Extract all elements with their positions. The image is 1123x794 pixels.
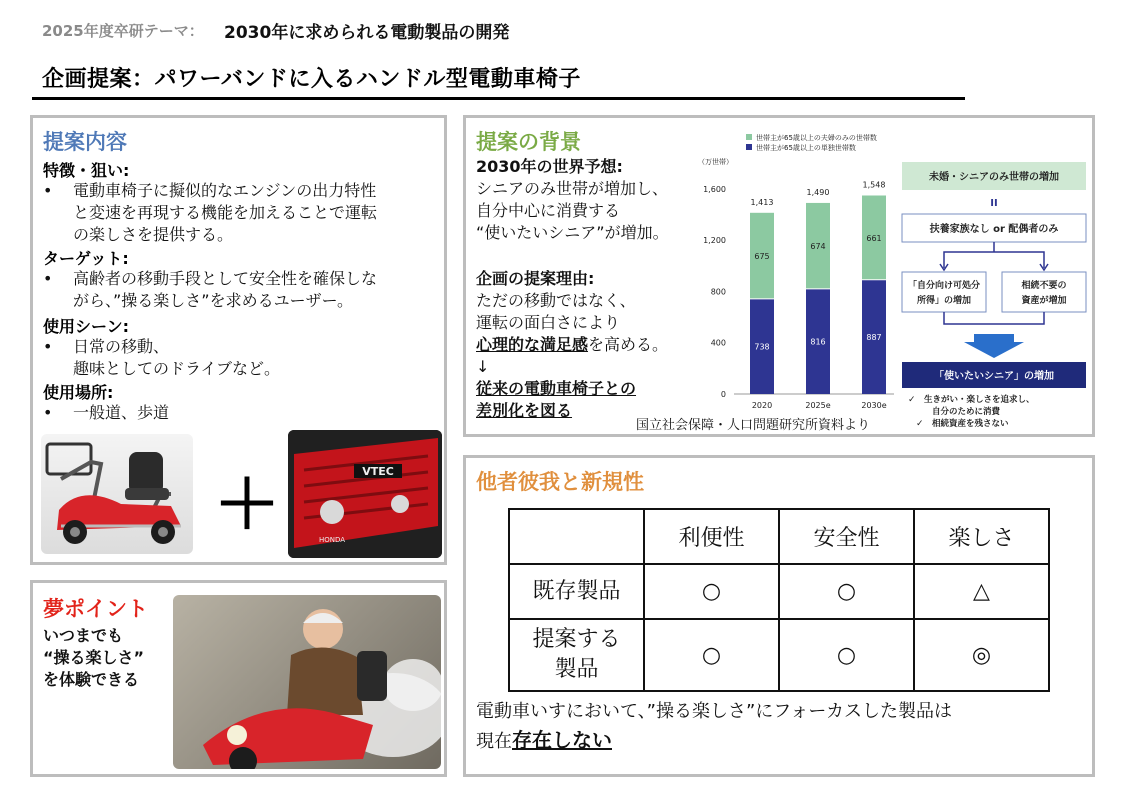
- x-tick-label: 2030e: [861, 401, 887, 410]
- down-arrow: ↓: [476, 357, 490, 376]
- table-cell: ○: [644, 619, 779, 691]
- background-panel: [463, 115, 1095, 437]
- proposal-panel: [30, 115, 447, 565]
- flow-result-text: 「使いたいシニア」の増加: [934, 371, 1054, 382]
- flow-down-arrow: [964, 334, 1024, 358]
- reason-line: 運転の面白さにより: [476, 313, 621, 332]
- flow-check-line: 自分のために消費: [932, 407, 1001, 417]
- dream-line: いつまでも: [43, 626, 124, 645]
- senior-driver-photo: [173, 595, 441, 769]
- feature-label: 特徴・狙い:: [43, 161, 130, 180]
- table-column-header: 利便性: [644, 509, 779, 564]
- table-header-row: [509, 509, 1049, 564]
- flow-check-mark: ✓: [916, 419, 924, 428]
- bar-total-label: 1,548: [862, 180, 886, 190]
- feature-line: と変速を再現する機能を加えることで運転: [73, 203, 378, 222]
- flow-left-line: 「自分向け可処分: [907, 281, 981, 291]
- header-label: 2025年度卒研テーマ：: [42, 22, 204, 40]
- conclusion-prefix: 現在: [476, 731, 512, 752]
- flow-check-mark: ✓: [908, 395, 916, 405]
- unit-label: （万世帯）: [698, 158, 733, 166]
- row-header-line: 製品: [554, 657, 599, 682]
- scooter-photo: [41, 434, 193, 554]
- place-bullet: [43, 402, 443, 424]
- source-note: 国立社会保障・人口問題研究所資料より: [636, 418, 871, 433]
- scene-bullet: [43, 336, 443, 380]
- reason-emphasis: 心理的な満足感: [476, 335, 589, 354]
- reason-line: ただの移動ではなく、: [476, 291, 636, 310]
- table-corner-cell: [509, 509, 644, 564]
- dream-line: を体験できる: [43, 670, 140, 689]
- engine-brand: HONDA: [318, 536, 346, 544]
- target-bullet: [43, 268, 443, 312]
- y-tick-label: 0: [720, 390, 726, 399]
- household-chart: [698, 128, 898, 418]
- engine-photo: [288, 430, 442, 558]
- flow-check-line: 相続資産を残さない: [932, 419, 1009, 428]
- forecast-line: 自分中心に消費する: [476, 201, 621, 220]
- table-row: [509, 564, 1049, 619]
- place-label: 使用場所:: [43, 383, 114, 402]
- comparison-table: [508, 508, 1050, 692]
- bar-value-label: 675: [754, 252, 770, 262]
- row-header-line: 提案する: [532, 627, 621, 652]
- table-cell: ◎: [914, 619, 1049, 691]
- table-column-header: 安全性: [779, 509, 914, 564]
- y-tick-label: 800: [710, 287, 726, 297]
- y-tick-label: 1,600: [703, 184, 726, 194]
- target-line: 高齢者の移動手段として安全性を確保しな: [73, 269, 378, 288]
- bullet-dot: •: [43, 403, 53, 422]
- conclusion-line: 差別化を図る: [476, 401, 573, 420]
- novelty-heading: 他者彼我と新規性: [476, 470, 644, 494]
- bar-value-label: 816: [810, 337, 826, 347]
- flow-diagram: [896, 158, 1092, 428]
- flow-left-line: 所得」の増加: [916, 296, 972, 306]
- bar-value-label: 661: [866, 233, 882, 243]
- bullet-dot: •: [43, 181, 53, 200]
- dream-line: “操る楽しさ”: [43, 648, 145, 667]
- y-tick-label: 400: [710, 338, 726, 348]
- flow-check-line: 生きがい・楽しさを追求し、: [924, 395, 1035, 405]
- reason-emphasis-tail: を高める。: [588, 335, 669, 354]
- conclusion-line: 従来の電動車椅子との: [476, 379, 637, 398]
- plus-symbol: ＋: [214, 466, 280, 543]
- bar-total-label: 1,413: [750, 197, 774, 207]
- flow-top-text: 未婚・シニアのみ世帯の増加: [929, 172, 1059, 183]
- bullet-dot: •: [43, 269, 53, 288]
- legend-label: 世帯主が65歳以上の夫婦のみの世帯数: [756, 134, 877, 142]
- table-cell: △: [914, 564, 1049, 619]
- flow-right-line: 相続不要の: [1021, 281, 1067, 291]
- forecast-line: “使いたいシニア”が増加。: [476, 223, 669, 242]
- background-heading: 提案の背景: [476, 130, 581, 154]
- flow-join-line: [944, 312, 1044, 324]
- y-tick-label: 1,200: [703, 236, 726, 246]
- novelty-panel: [463, 455, 1095, 777]
- forecast-line: シニアのみ世帯が増加し、: [476, 179, 669, 198]
- place-line: 一般道、歩道: [73, 403, 170, 422]
- table-row-header: 既存製品: [509, 564, 644, 619]
- flow-right-box: [1002, 272, 1086, 312]
- table-cell: ○: [779, 564, 914, 619]
- flow-left-box: [902, 272, 986, 312]
- bar-value-label: 674: [810, 242, 826, 252]
- forecast-label: 2030年の世界予想:: [476, 157, 623, 176]
- table-cell: ○: [644, 564, 779, 619]
- novelty-conclusion: [476, 698, 952, 756]
- legend-swatch: [746, 134, 752, 140]
- scene-line: 趣味としてのドライブなど。: [73, 359, 281, 378]
- flow-middle-text: 扶養家族なし or 配偶者のみ: [929, 224, 1059, 235]
- conclusion-line: 電動車いすにおいて、”操る楽しさ”にフォーカスした製品は: [476, 701, 953, 722]
- forecast-block: [476, 156, 701, 244]
- table-row: [509, 619, 1049, 691]
- feature-line: 電動車椅子に擬似的なエンジンの出力特性: [73, 181, 377, 200]
- x-tick-label: 2025e: [805, 401, 831, 410]
- x-tick-label: 2020: [751, 401, 773, 410]
- table-cell: ○: [779, 619, 914, 691]
- flow-equals: II: [990, 198, 998, 209]
- dream-text: [43, 625, 144, 691]
- flow-right-line: 資産が増加: [1021, 296, 1067, 306]
- title-rule: [32, 97, 965, 100]
- dream-panel: [30, 580, 447, 777]
- conclusion-strong: 存在しない: [512, 728, 612, 752]
- proposal-heading: 提案内容: [43, 130, 127, 154]
- reason-block: [476, 268, 701, 422]
- page-title: 企画提案：パワーバンドに入るハンドル型電動車椅子: [42, 67, 581, 92]
- target-label: ターゲット:: [43, 249, 129, 268]
- legend-label: 世帯主が65歳以上の単独世帯数: [756, 144, 856, 152]
- legend-swatch: [746, 144, 752, 150]
- scene-label: 使用シーン:: [43, 317, 130, 336]
- feature-line: の楽しさを提供する。: [73, 225, 234, 244]
- dream-heading: 夢ポイント: [43, 597, 148, 621]
- reason-label: 企画の提案理由:: [476, 269, 595, 288]
- table-column-header: 楽しさ: [914, 509, 1049, 564]
- engine-badge: VTEC: [362, 465, 394, 478]
- flow-branch-arrows: [944, 242, 1044, 268]
- header-theme: 2030年に求められる電動製品の開発: [224, 23, 510, 43]
- target-line: がら、”操る楽しさ”を求めるユーザー。: [73, 291, 353, 310]
- scene-line: 日常の移動、: [73, 337, 170, 356]
- bullet-dot: •: [43, 337, 53, 356]
- bar-total-label: 1,490: [806, 187, 830, 197]
- table-row-header: [509, 619, 644, 691]
- bar-value-label: 738: [754, 342, 770, 352]
- bar-value-label: 887: [866, 333, 882, 343]
- feature-bullet: [43, 180, 443, 246]
